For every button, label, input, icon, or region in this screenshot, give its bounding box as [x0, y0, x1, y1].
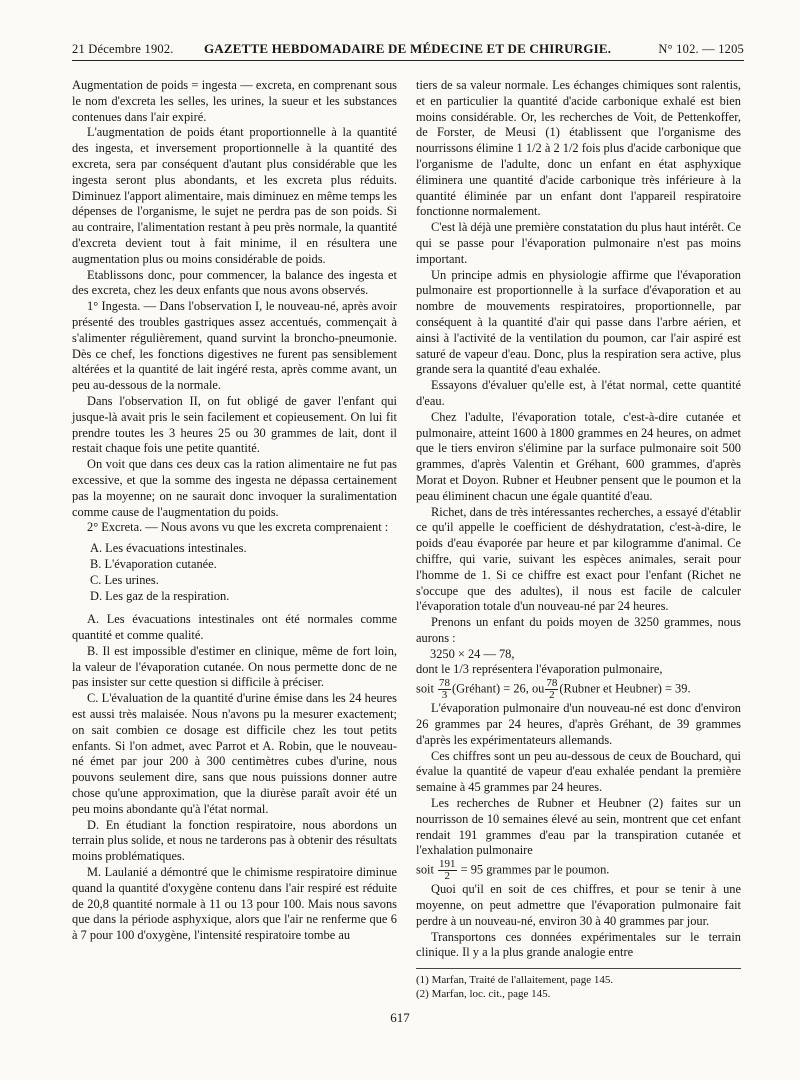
- fraction: [545, 678, 558, 701]
- fraction: [438, 678, 451, 701]
- numerator: 78: [439, 677, 451, 690]
- denominator: 3: [441, 689, 448, 702]
- paragraph: D. En étudiant la fonction respiratoire, nous abordons un terrain plus solide, et nous ne tarderons pas à obtenir des résultats moins problématiques.: [72, 817, 397, 864]
- paragraph: Augmentation de poids = ingesta — excreta, en comprenant sous le nom d'excreta les selles, les urines, la sueur et les substances contenues dans l'air expiré.: [72, 78, 397, 124]
- excreta-list: [90, 541, 397, 604]
- paragraph: Richet, dans de très intéressantes recherches, a essayé d'établir ce qu'il appelle le coefficient de déshydratation, c'est-à-dire, le poids d'eau évaporée par heure et par kilogramme d'animal. Ce chiffre, qui varie, suivant les espèces animales, serait pour l'homme de 1. Si ce chiffre est exact pour l'enfant (Richet ne s'occupe que des adultes), il nous est facile de calculer l'évaporation totale d'un nouveau-né par 24 heures.: [416, 504, 741, 614]
- paragraph: Dans l'observation II, on fut obligé de gaver l'enfant qui jusque-là avait pris le sein facilement et copieusement. On lui fit prendre toutes les 3 heures 25 ou 30 grammes de lait, dont il restait chaque fois une petite quantité.: [72, 393, 397, 456]
- paragraph: Quoi qu'il en soit de ces chiffres, et pour se tenir à une moyenne, on peut admettre que l'évaporation pulmonaire fait perdre à un nouveau-né, environ 30 à 40 grammes par jour.: [416, 882, 741, 928]
- paragraph: B. Il est impossible d'estimer en clinique, même de fort loin, la valeur de l'évaporation cutanée. On nous permette donc de ne pas insister sur cette question si difficile à préciser.: [72, 643, 397, 690]
- paragraph: Un principe admis en physiologie affirme que l'évaporation pulmonaire est proportionnelle à la surface d'évaporation et au nombre de mouvements respiratoires, proportionnelle, par conséquent à la quantité d'air qui passe dans l'arbre aérien, et ainsi à l'activité de la ventilation du poumon, car l'air aspiré est saturé de vapeur d'eau. Donc, plus la respiration sera active, plus grande sera la quantité d'eau exhalée.: [416, 267, 741, 377]
- list-item: C. Les urines.: [90, 572, 159, 587]
- list-item: B. L'évaporation cutanée.: [90, 556, 217, 571]
- paragraph: tiers de sa valeur normale. Les échanges chimiques sont ralentis, et en particulier la quantité d'acide carbonique exhalé est bien moins considérable. Or, les recherches de Voit, de Pettenkoffer, de Forster, de Meusi (1) établissent que l'organisme des nourrissons élimine 1 1/2 à 2 1/2 fois plus d'acide carbonique que l'organisme de l'adulte, donc un enfant en état asphyxique éliminera une quantité d'acide carbonique très inférieure à la quantité éliminée par un enfant dont l'appareil respiratoire fonctionne normalement.: [416, 78, 741, 219]
- paragraph: Les recherches de Rubner et Heubner (2) faites sur un nourrisson de 10 semaines élevé au sein, montrent que cet enfant rendait 191 grammes d'eau par la transpiration cutanée et l'exhalation pulmonaire: [416, 796, 741, 858]
- header-issue-page: N° 102. — 1205: [658, 42, 744, 56]
- paragraph: Essayons d'évaluer qu'elle est, à l'état normal, cette quantité d'eau.: [416, 378, 741, 408]
- paragraph: C'est là déjà une première constatation du plus haut intérêt. Ce qui se passe pour l'évaporation pulmonaire n'est pas moins important.: [416, 220, 741, 266]
- left-column: [72, 78, 397, 944]
- list-item: D. Les gaz de la respiration.: [90, 588, 230, 603]
- header-journal-title: GAZETTE HEBDOMADAIRE DE MÉDECINE ET DE CHIRURGIE.: [204, 41, 612, 56]
- paragraph: L'évaporation pulmonaire d'un nouveau-né est donc d'environ 26 grammes par 24 heures, d'après Gréhant, de 39 grammes d'après les expérimentateurs allemands.: [416, 701, 741, 747]
- paragraph: L'augmentation de poids étant proportionnelle à la quantité des ingesta, et inversement proportionnelle à la quantité des excreta, sera par conséquent d'autant plus considérable que les ingesta seront plus abondants, et les excreta plus réduits. Diminuez l'apport alimentaire, mais diminuez en même temps les dépenses de l'organisme, le sujet ne perdra pas de son poids. Si au contraire, l'alimentation restant à peu près normale, la quantité d'excreta devient tout à fait minime, il en résultera une augmentation plus ou moins considérable de poids.: [72, 125, 397, 266]
- equation-text: soit: [416, 862, 434, 877]
- paragraph: Chez l'adulte, l'évaporation totale, c'est-à-dire cutanée et pulmonaire, atteint 1600 à 1800 grammes en 24 heures, on admet que le tiers environ s'élimine par la surface pulmonaire soit 500 grammes, d'après Valentin et Gréhant, 600 grammes, d'après Morat et Doyon. Rubner et Heubner pensent que le poumon et la peau éliminent chacun une égale quantité d'eau.: [416, 409, 741, 503]
- footnote: (2) Marfan, loc. cit., page 145.: [416, 988, 551, 1000]
- equation-text: soit: [416, 681, 434, 696]
- paragraph: M. Laulanié a démontré que le chimisme respiratoire diminue quand la quantité d'oxygène contenu dans l'air respiré est réduite de 20,8 quantité normale à 11 ou 13 pour 100. Mais nous savons que dans la période asphyxique, alors que l'air ne renferme que 6 à 7 pour 100 d'oxygène, l'intensité respiratoire tombe au: [72, 865, 397, 943]
- equation: [416, 678, 741, 701]
- equation-text: (Gréhant) = 26, ou: [452, 681, 545, 696]
- list-item: A. Les évacuations intestinales.: [90, 541, 247, 556]
- paragraph: dont le 1/3 représentera l'évaporation pulmonaire,: [416, 662, 663, 677]
- header-date: 21 Décembre 1902.: [72, 42, 174, 56]
- paragraph: Etablissons donc, pour commencer, la balance des ingesta et des excreta, chez les deux enfants que nous avons observés.: [72, 267, 397, 298]
- paragraph: C. L'évaluation de la quantité d'urine émise dans les 24 heures est aussi très malaisée. Nous n'avons pu la mesurer exactement; on sait combien ce dosage est difficile chez les tout petits enfants. Si l'on admet, avec Parrot et A. Robin, que le nouveau-né émet par jour 200 à 300 centimètres cubes d'urine, nous pouvons seulement dire, sans que nous puissions donner autre chose qu'une approximation, que la diurèse paraît avoir été un peu moins abondante qu'à l'état normal.: [72, 691, 397, 816]
- numerator: 191: [439, 858, 456, 871]
- equation-text: = 95 grammes par le poumon.: [460, 862, 610, 877]
- right-column: [416, 78, 741, 961]
- equation: 3250 × 24 — 78,: [430, 646, 515, 661]
- denominator: 2: [444, 870, 451, 883]
- numerator: 78: [546, 677, 558, 690]
- paragraph: On voit que dans ces deux cas la ration alimentaire ne fut pas excessive, et que la somme des ingesta ne dépassa certainement pas la moyenne; on ne saurait donc invoquer la suralimentation comme cause de l'augmentation du poids.: [72, 457, 397, 519]
- paragraph: Ces chiffres sont un peu au-dessous de ceux de Bouchard, qui évalue la quantité de vapeur d'eau exhalée pendant la première semaine à 45 grammes par 24 heures.: [416, 748, 741, 795]
- running-header: [72, 38, 744, 61]
- paragraph: A. Les évacuations intestinales ont été normales comme quantité et comme qualité.: [72, 612, 397, 643]
- footnotes: [416, 968, 741, 1001]
- paragraph: Prenons un enfant du poids moyen de 3250 grammes, nous aurons :: [416, 615, 741, 645]
- paragraph: 1° Ingesta. — Dans l'observation I, le nouveau-né, après avoir présenté des troubles gastriques assez accentués, commençait à s'alimenter régulièrement, quand survint la broncho-pneumonie. Dès ce chef, les fonctions digestives ne furent pas sensiblement altérées et la quantité de lait ingéré resta, après comme avant, un peu au-dessous de la normale.: [72, 299, 397, 393]
- paragraph: Transportons ces données expérimentales sur le terrain clinique. Il y a la plus grande analogie entre: [416, 929, 741, 960]
- page-number: 617: [390, 1010, 410, 1025]
- footnote: (1) Marfan, Traité de l'allaitement, page 145.: [416, 974, 614, 986]
- denominator: 2: [549, 689, 555, 702]
- equation: [416, 859, 741, 882]
- fraction: [438, 859, 457, 882]
- paragraph: 2° Excreta. — Nous avons vu que les excreta comprenaient :: [87, 520, 389, 535]
- equation-text: (Rubner et Heubner) = 39.: [559, 681, 691, 696]
